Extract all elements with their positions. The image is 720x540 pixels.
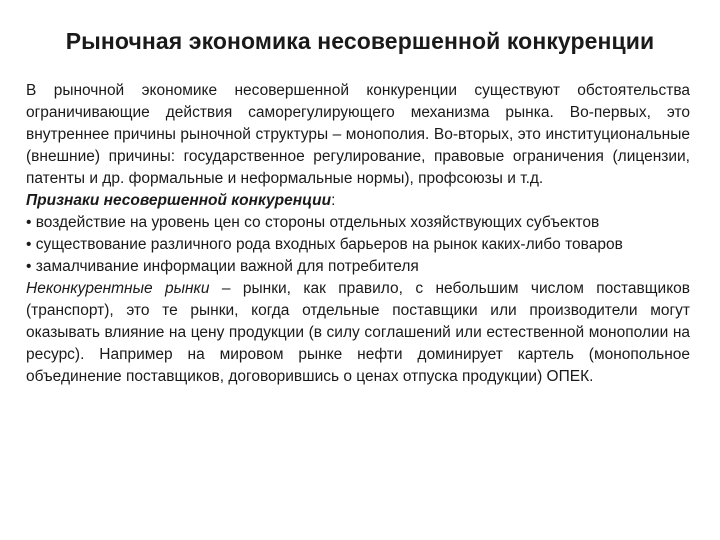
signs-heading-line <box>26 190 690 212</box>
signs-heading: Признаки несовершенной конкуренции <box>26 192 332 209</box>
noncompetitive-term: Неконкурентные рынки <box>26 280 210 297</box>
list-item: • замалчивание информации важной для потребителя <box>26 258 419 275</box>
slide-content <box>26 80 690 388</box>
list-item: • существование различного рода входных барьеров на рынок каких-либо товаров <box>26 236 623 253</box>
list-item: • воздействие на уровень цен со стороны отдельных хозяйствующих субъектов <box>26 214 600 231</box>
intro-paragraph: В рыночной экономике несовершенной конкуренции существуют обстоятельства ограничивающие действия саморегулирующего механизма рынка. Во-первых, это внутреннее причины рыночной структуры – монополия. Во-вторых, это институциональные (внешние) причины: государственное регулирование, правовые ограничения (лицензии, патенты и др. формальные и неформальные нормы), профсоюзы и т.д. <box>26 82 690 187</box>
noncompetitive-text: – рынки, как правило, с небольшим числом поставщиков (транспорт), это те рынки, когда отдельные поставщики или производители могут оказывать влияние на цену продукции (в силу соглашений или естественной монополии на ресурс). Например на мировом рынке нефти доминирует картель (монопольное объединение поставщиков, договорившись о ценах отпуска продукции) ОПЕК. <box>26 280 691 385</box>
signs-heading-colon: : <box>331 192 336 209</box>
noncompetitive-paragraph <box>26 278 690 388</box>
signs-list <box>26 212 690 278</box>
slide-title: Рыночная экономика несовершенной конкуренции <box>65 28 655 54</box>
